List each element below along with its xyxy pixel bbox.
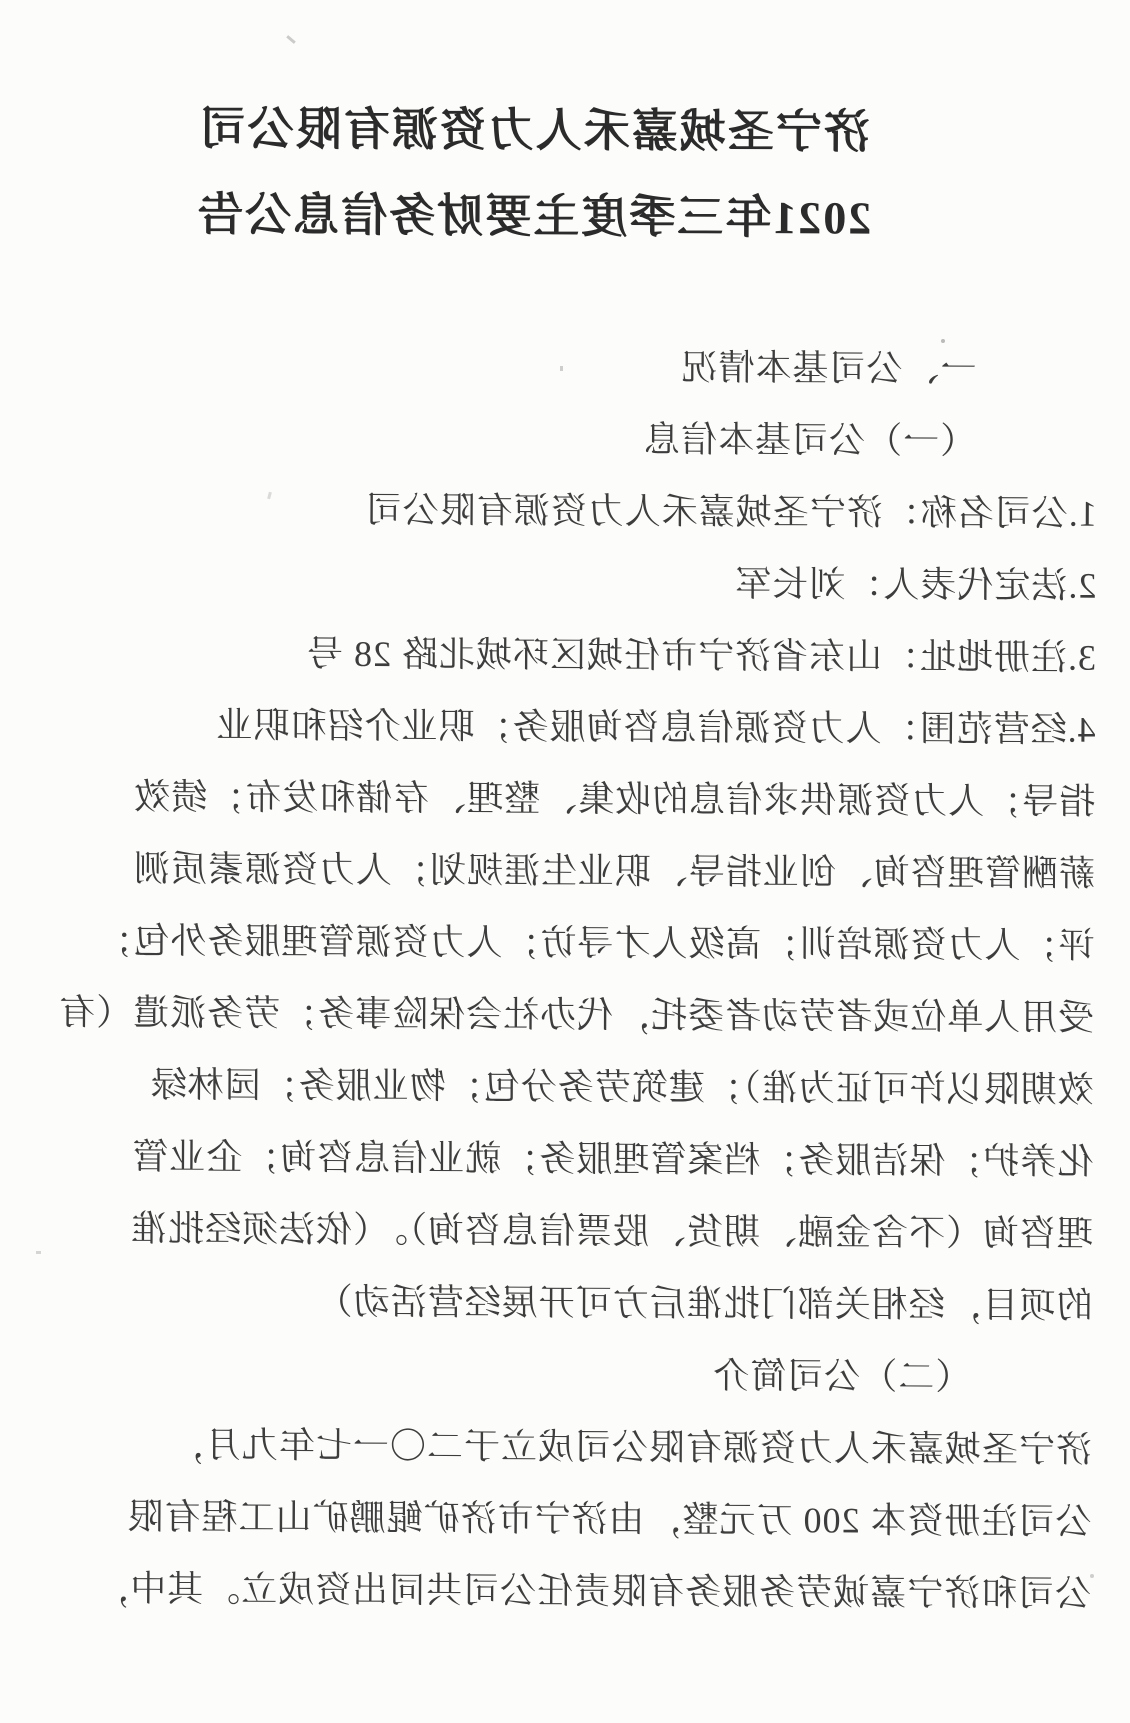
- subsection-heading-company-info: （一）公司基本信息: [643, 419, 977, 462]
- company-intro-line: 济宁圣城嘉禾人力资源有限公司成立于二〇一七年九月，: [166, 1424, 1093, 1470]
- business-scope-line: 受用人单位或者劳动者委托，代办社会保险事务；劳务派遣（有: [58, 992, 1095, 1038]
- registered-address-line: 3.注册地址：山东省济宁市任城区环城北路 28 号: [305, 633, 1097, 678]
- document-title-line2: 2021年三季度主要财务信息公告: [195, 189, 872, 244]
- business-scope-line: 评；人力资源培训；高级人才寻访；人力资源管理服务外包；: [95, 920, 1095, 966]
- business-scope-line: 的项目，经相关部门批准后方可开展经营活动）: [315, 1281, 1093, 1326]
- business-scope-line: 4.经营范围：人力资源信息咨询服务；职业介绍和职业: [215, 705, 1096, 750]
- company-intro-line: 公司注册资本 200 万元整，由济宁市济矿鲲鹏矿山工程有限: [126, 1496, 1092, 1542]
- business-scope-line: 指导；人力资源供求信息的收集、整理、存储和发布；绩效: [133, 776, 1096, 822]
- subsection-heading-company-profile: （二）公司简介: [712, 1355, 972, 1398]
- legal-representative-line: 2.法定代表人：刘长军: [734, 563, 1097, 606]
- business-scope-line: 薪酬管理咨询、创业指导、职业生涯规划；人力资源素质测: [132, 848, 1096, 894]
- section-heading-basic-info: 一、公司基本情况: [680, 347, 977, 390]
- business-scope-line: 效期限以许可证为准）；建筑劳务分包；物业服务；园林绿: [149, 1064, 1094, 1110]
- business-scope-line: 化养护；保洁服务；档案管理服务；就业信息咨询；企业管: [131, 1136, 1094, 1182]
- company-intro-line: 公司和济宁嘉诚劳务服务有限责任公司共同出资成立。其中，: [92, 1568, 1092, 1614]
- document-title-line1: 济宁圣城嘉禾人力资源有限公司: [197, 103, 870, 158]
- business-scope-line: 理咨询（不含金融、期货、股票信息咨询）。（依法须经批准: [129, 1208, 1094, 1254]
- company-name-line: 1.公司名称：济宁圣城嘉禾人力资源有限公司: [364, 489, 1097, 534]
